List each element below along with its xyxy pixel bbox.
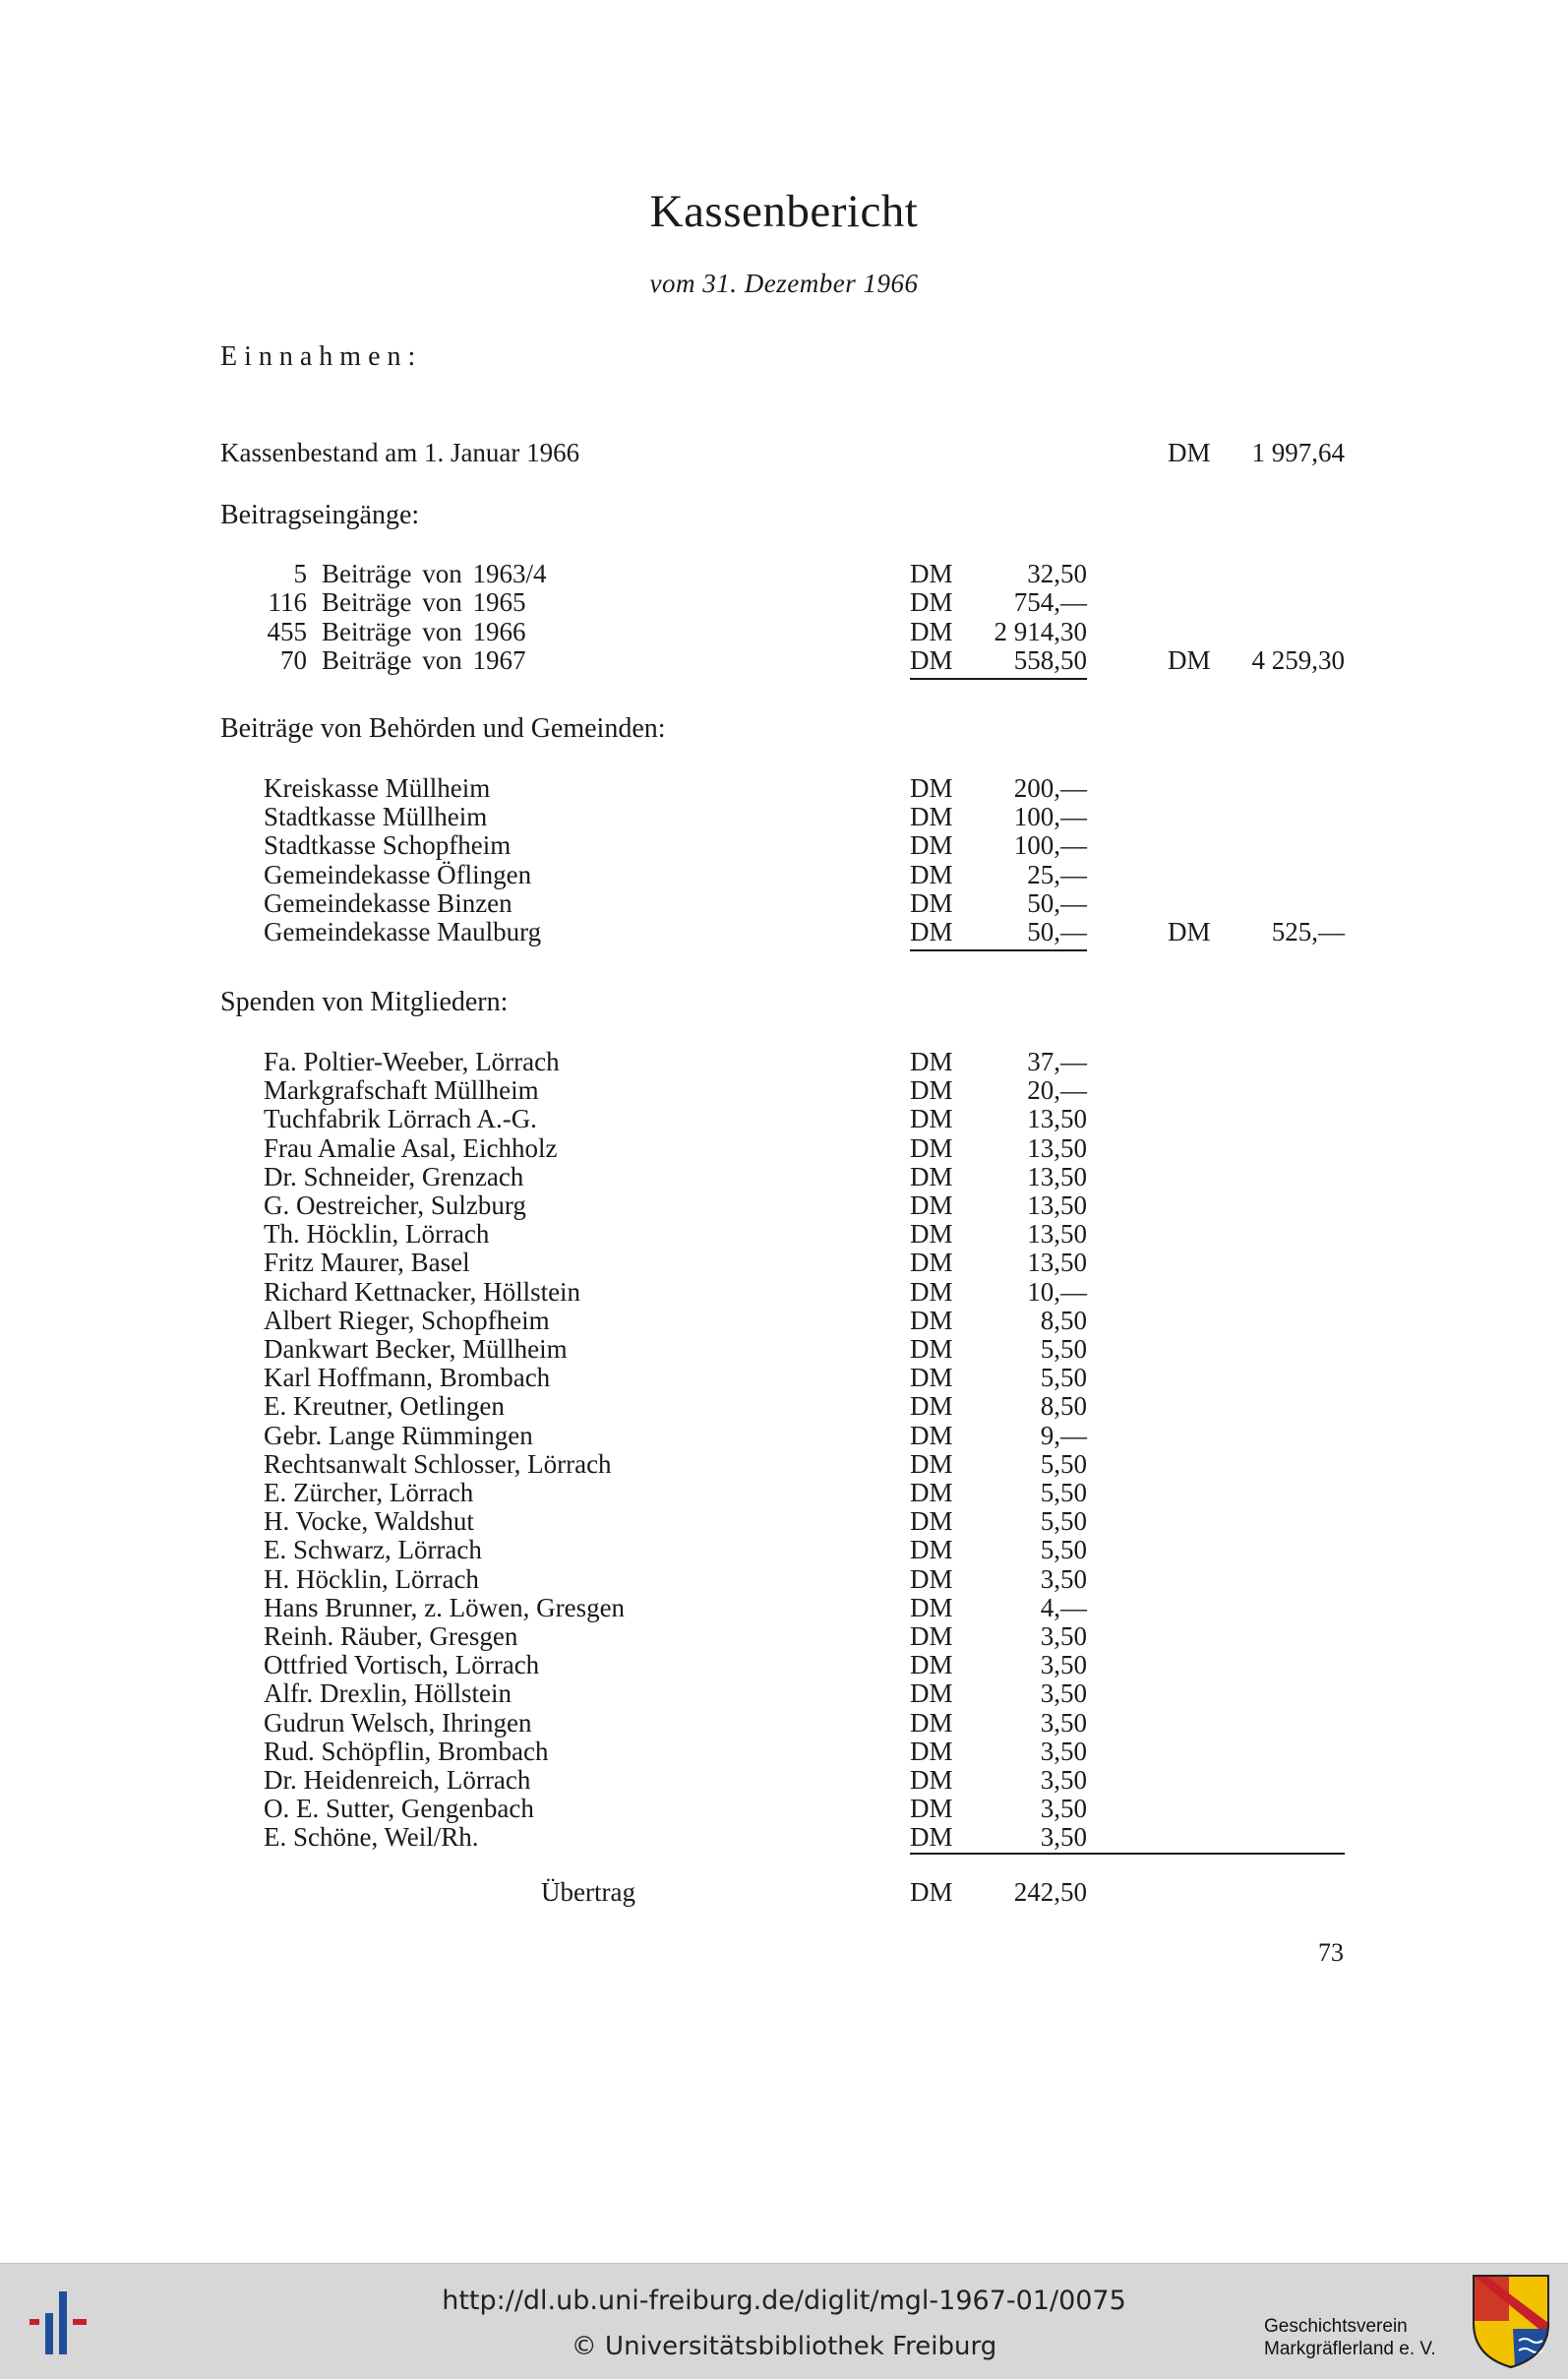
spenden-row-amount: 8,50 [1040, 1391, 1087, 1422]
behoerden-row-label: Gemeindekasse Öflingen [264, 859, 532, 889]
section-heading-einnahmen: Einnahmen: [220, 341, 423, 372]
spenden-row-currency: DM [910, 1334, 953, 1364]
behoerden-row-amount: 50,— [1027, 887, 1087, 918]
spenden-row-amount: 5,50 [1040, 1334, 1087, 1364]
spenden-row-label: O. E. Sutter, Gengenbach [264, 1794, 534, 1824]
spenden-row-currency: DM [910, 1736, 953, 1766]
kassenbestand-label: Kassenbestand am 1. Januar 1966 [220, 438, 580, 467]
spenden-row-amount: 37,— [1027, 1047, 1087, 1076]
beitraege-total-currency: DM [1168, 644, 1211, 675]
behoerden-row-label: Kreiskasse Müllheim [264, 773, 491, 803]
behoerden-row-label: Gemeindekasse Maulburg [264, 917, 542, 946]
spenden-row-amount: 10,— [1027, 1276, 1087, 1307]
spenden-row-label: Albert Rieger, Schopfheim [264, 1305, 550, 1335]
spenden-row-currency: DM [910, 1535, 953, 1565]
spenden-row-amount: 13,50 [1027, 1104, 1087, 1134]
spenden-heading: Spenden von Mitgliedern: [220, 987, 509, 1017]
spenden-row-label: Dankwart Becker, Müllheim [264, 1334, 568, 1364]
beitraege-row-amount: 754,— [1013, 587, 1087, 618]
page-subtitle: vom 31. Dezember 1966 [649, 269, 919, 298]
spenden-sum-rule [910, 1853, 1345, 1855]
spenden-row-currency: DM [910, 1707, 953, 1738]
spenden-row-currency: DM [910, 1276, 953, 1307]
behoerden-row-label: Stadtkasse Müllheim [264, 802, 488, 832]
spenden-row-currency: DM [910, 1563, 953, 1594]
beitraege-row-currency: DM [910, 616, 953, 646]
beitraege-row-currency: DM [910, 587, 953, 618]
spenden-row-label: E. Zürcher, Lörrach [264, 1478, 474, 1507]
uebertrag-currency: DM [910, 1877, 953, 1907]
spenden-row-amount: 3,50 [1040, 1707, 1087, 1738]
spenden-row-label: H. Vocke, Waldshut [264, 1506, 474, 1537]
beitraege-row-amount: 558,50 [1013, 644, 1087, 675]
spenden-row-currency: DM [910, 1822, 953, 1853]
spenden-row-currency: DM [910, 1478, 953, 1507]
beitraege-row-count: 5 [293, 559, 307, 588]
behoerden-total: 525,— [1271, 917, 1345, 946]
page-title: Kassenbericht [649, 186, 919, 237]
spenden-row-label: Dr. Schneider, Grenzach [264, 1161, 524, 1191]
beitraege-row-amount: 32,50 [1027, 559, 1087, 588]
spenden-row-amount: 13,50 [1027, 1161, 1087, 1191]
beitraege-heading: Beitragseingänge: [220, 500, 420, 530]
behoerden-sum-rule [910, 949, 1087, 951]
behoerden-row-currency: DM [910, 859, 953, 889]
behoerden-row-amount: 50,— [1027, 917, 1087, 946]
spenden-row-label: Fritz Maurer, Basel [264, 1248, 470, 1278]
behoerden-total-currency: DM [1168, 917, 1211, 946]
spenden-row-currency: DM [910, 1104, 953, 1134]
behoerden-row-amount: 25,— [1027, 859, 1087, 889]
beitraege-row-count: 70 [280, 644, 307, 675]
spenden-row-currency: DM [910, 1678, 953, 1709]
spenden-row-label: Richard Kettnacker, Höllstein [264, 1276, 581, 1307]
beitraege-sum-rule [910, 678, 1087, 680]
spenden-row-amount: 3,50 [1040, 1736, 1087, 1766]
spenden-row-currency: DM [910, 1047, 953, 1076]
spenden-row-label: Karl Hoffmann, Brombach [264, 1363, 551, 1393]
spenden-row-currency: DM [910, 1248, 953, 1278]
spenden-row-currency: DM [910, 1420, 953, 1450]
spenden-row-amount: 13,50 [1027, 1248, 1087, 1278]
spenden-row-currency: DM [910, 1650, 953, 1680]
coat-of-arms-icon [1470, 2272, 1552, 2370]
spenden-row-currency: DM [910, 1794, 953, 1824]
spenden-row-label: E. Kreutner, Oetlingen [264, 1391, 505, 1422]
spenden-row-currency: DM [910, 1161, 953, 1191]
behoerden-row-currency: DM [910, 773, 953, 803]
spenden-row-label: Fa. Poltier-Weeber, Lörrach [264, 1047, 560, 1076]
behoerden-row-label: Gemeindekasse Binzen [264, 887, 513, 918]
spenden-row-label: E. Schwarz, Lörrach [264, 1535, 482, 1565]
behoerden-row-amount: 100,— [1013, 802, 1087, 832]
spenden-row-label: H. Höcklin, Lörrach [264, 1563, 479, 1594]
spenden-row-currency: DM [910, 1305, 953, 1335]
spenden-row-amount: 3,50 [1040, 1563, 1087, 1594]
spenden-row-amount: 4,— [1040, 1592, 1087, 1622]
spenden-row-amount: 3,50 [1040, 1765, 1087, 1795]
spenden-row-amount: 3,50 [1040, 1822, 1087, 1853]
spenden-row-amount: 3,50 [1040, 1621, 1087, 1651]
spenden-row-currency: DM [910, 1765, 953, 1795]
beitraege-row-text: Beiträge von 1966 [322, 616, 526, 646]
spenden-row-label: Ottfried Vortisch, Lörrach [264, 1650, 540, 1680]
behoerden-row-currency: DM [910, 887, 953, 918]
spenden-row-currency: DM [910, 1621, 953, 1651]
spenden-row-currency: DM [910, 1448, 953, 1479]
beitraege-row-currency: DM [910, 644, 953, 675]
spenden-row-label: Rud. Schöpflin, Brombach [264, 1736, 549, 1766]
spenden-row-currency: DM [910, 1391, 953, 1422]
page-number: 73 [1318, 1938, 1344, 1967]
spenden-row-amount: 5,50 [1040, 1535, 1087, 1565]
spenden-row-label: Dr. Heidenreich, Lörrach [264, 1765, 531, 1795]
spenden-row-currency: DM [910, 1190, 953, 1220]
spenden-row-amount: 5,50 [1040, 1506, 1087, 1537]
footer-url-link[interactable]: http://dl.ub.uni-freiburg.de/diglit/mgl-1967-01/0075 [442, 2286, 1126, 2316]
spenden-row-amount: 13,50 [1027, 1219, 1087, 1250]
spenden-row-amount: 5,50 [1040, 1448, 1087, 1479]
kassenbestand-currency: DM [1168, 438, 1211, 467]
society-name [1264, 2315, 1436, 2360]
spenden-row-label: Reinh. Räuber, Gresgen [264, 1621, 518, 1651]
uebertrag-amount: 242,50 [1013, 1877, 1087, 1907]
spenden-row-amount: 3,50 [1040, 1650, 1087, 1680]
behoerden-heading: Beiträge von Behörden und Gemeinden: [220, 713, 666, 744]
spenden-row-label: Markgrafschaft Müllheim [264, 1075, 539, 1106]
spenden-row-amount: 9,— [1040, 1420, 1087, 1450]
spenden-row-label: E. Schöne, Weil/Rh. [264, 1822, 479, 1853]
spenden-row-currency: DM [910, 1219, 953, 1250]
spenden-row-currency: DM [910, 1506, 953, 1537]
society-name-line1: Geschichtsverein [1264, 2316, 1408, 2337]
spenden-row-amount: 5,50 [1040, 1478, 1087, 1507]
spenden-row-currency: DM [910, 1363, 953, 1393]
spenden-row-label: Alfr. Drexlin, Höllstein [264, 1678, 512, 1709]
spenden-row-label: Gudrun Welsch, Ihringen [264, 1707, 532, 1738]
footer-copyright: © Universitätsbibliothek Freiburg [571, 2332, 997, 2361]
spenden-row-label: Frau Amalie Asal, Eichholz [264, 1132, 558, 1163]
uebertrag-label: Übertrag [541, 1877, 635, 1907]
spenden-row-currency: DM [910, 1592, 953, 1622]
spenden-row-currency: DM [910, 1075, 953, 1106]
beitraege-row-currency: DM [910, 559, 953, 588]
beitraege-total: 4 259,30 [1251, 644, 1345, 675]
spenden-row-label: Hans Brunner, z. Löwen, Gresgen [264, 1592, 626, 1622]
beitraege-row-count: 455 [267, 616, 307, 646]
behoerden-row-currency: DM [910, 917, 953, 946]
behoerden-row-amount: 200,— [1013, 773, 1087, 803]
behoerden-row-label: Stadtkasse Schopfheim [264, 830, 512, 861]
spenden-row-currency: DM [910, 1132, 953, 1163]
spenden-row-label: Rechtsanwalt Schlosser, Lörrach [264, 1448, 612, 1479]
beitraege-row-amount: 2 914,30 [994, 616, 1087, 646]
spenden-row-label: Tuchfabrik Lörrach A.-G. [264, 1104, 537, 1134]
behoerden-row-amount: 100,— [1013, 830, 1087, 861]
society-name-line2: Markgräflerland e. V. [1264, 2339, 1436, 2359]
spenden-row-amount: 20,— [1027, 1075, 1087, 1106]
spenden-row-amount: 8,50 [1040, 1305, 1087, 1335]
beitraege-row-text: Beiträge von 1965 [322, 587, 526, 618]
beitraege-row-text: Beiträge von 1967 [322, 644, 526, 675]
beitraege-row-count: 116 [268, 587, 307, 618]
spenden-row-label: G. Oestreicher, Sulzburg [264, 1190, 526, 1220]
beitraege-row-text: Beiträge von 1963/4 [322, 559, 547, 588]
spenden-row-label: Gebr. Lange Rümmingen [264, 1420, 533, 1450]
spenden-row-label: Th. Höcklin, Lörrach [264, 1219, 490, 1250]
spenden-row-amount: 13,50 [1027, 1132, 1087, 1163]
kassenbestand-total: 1 997,64 [1251, 438, 1345, 467]
spenden-row-amount: 13,50 [1027, 1190, 1087, 1220]
behoerden-row-currency: DM [910, 830, 953, 861]
spenden-row-amount: 5,50 [1040, 1363, 1087, 1393]
behoerden-row-currency: DM [910, 802, 953, 832]
spenden-row-amount: 3,50 [1040, 1794, 1087, 1824]
footer-bar [0, 2263, 1568, 2379]
spenden-row-amount: 3,50 [1040, 1678, 1087, 1709]
